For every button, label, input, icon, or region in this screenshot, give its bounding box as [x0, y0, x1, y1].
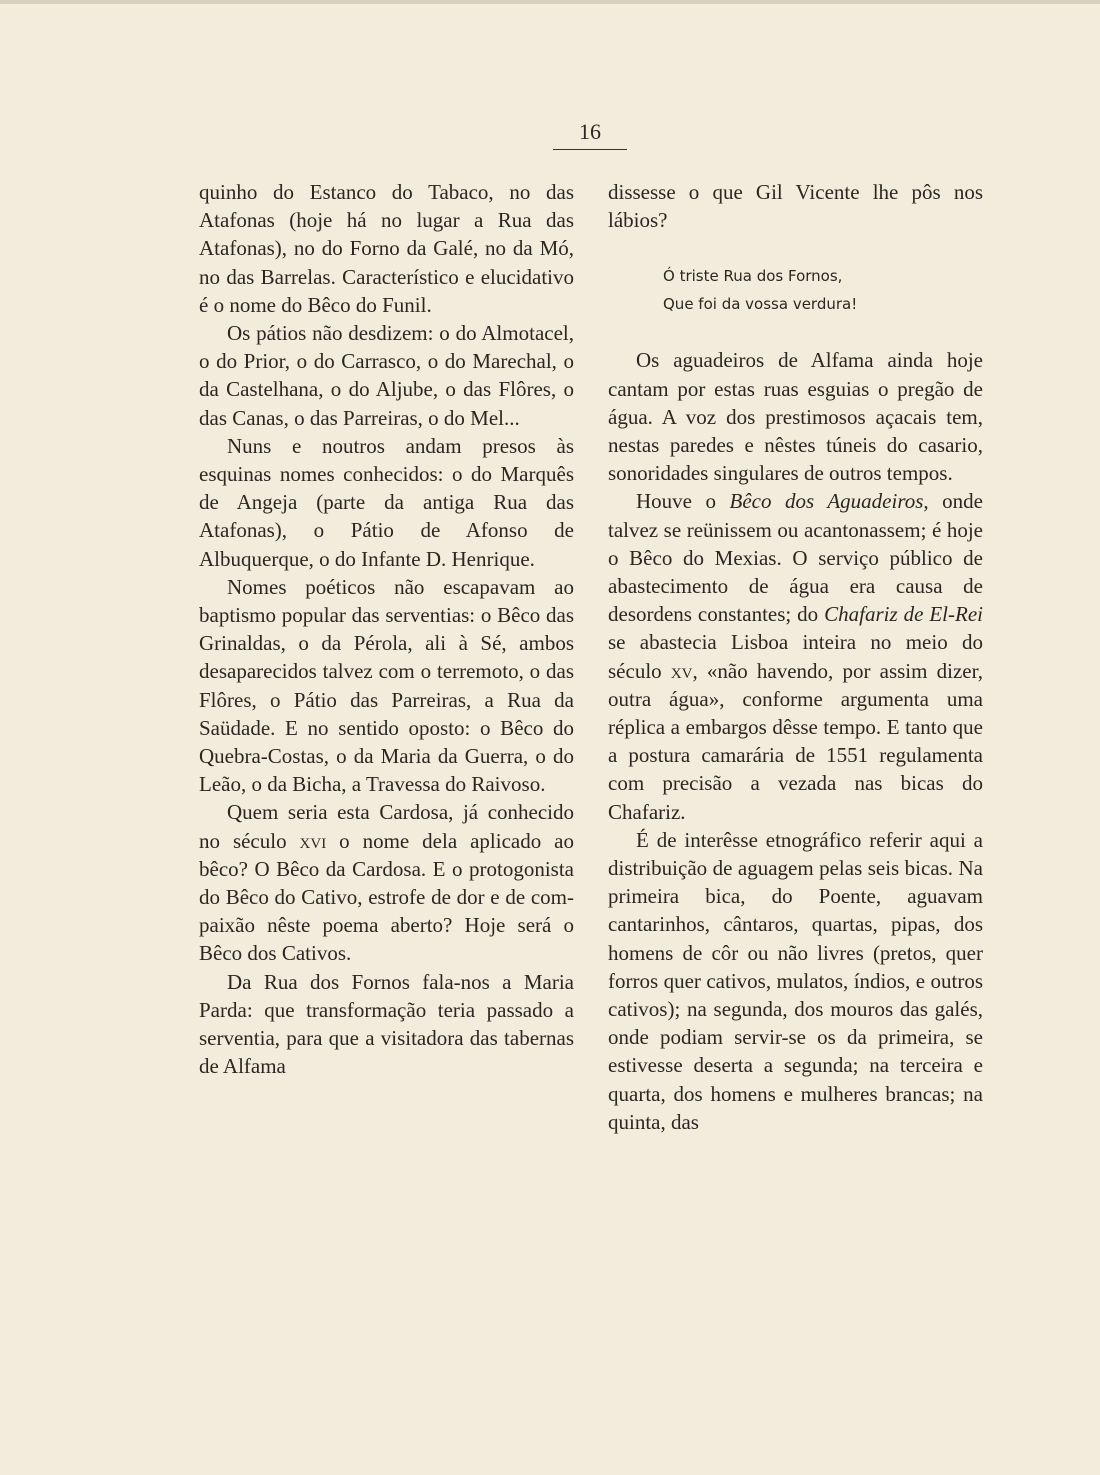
paragraph: Da Rua dos Fornos fala-nos a Maria Parda: que transformação teria passado a serventia, para que a visitadora das tabernas de Alfama	[199, 969, 574, 1079]
text-run: o nome dela aplicado ao bêco? O Bêco da Cardosa. E o protogonista do Bêco do Cativo, estrofe de dor e de compaixão nêste poema aberto? Hoje será o Bêco dos Cativos.	[199, 828, 574, 966]
verse-line: Que foi da vossa verdura!	[663, 295, 858, 314]
paragraph: Os aguadeiros de Alfama ainda hoje cantam por estas ruas esguias o pregão de água. A voz dos prestimosos açacais tem, nestas paredes e nêstes túneis do casario, sonoridades singulares de outros tempos.	[608, 348, 983, 486]
paragraph: quinho do Estanco do Tabaco, no das Atafonas (hoje há no lugar a Rua das Atafonas), no do Forno da Galé, no da Mó, no das Barrelas. Característico e elucidativo é o nome do Bêco do Funil.	[199, 180, 574, 317]
roman-numeral: xvi	[299, 828, 327, 853]
italic-place-name: Chafariz de El-Rei	[824, 602, 983, 627]
roman-numeral: xv	[670, 658, 693, 683]
text-run: se abastecia Lisboa inteira no meio do século	[608, 630, 983, 683]
paragraph: dissesse o que Gil Vicente lhe pôs nos lábios?	[608, 180, 983, 233]
text-run: , «não havendo, por assim dizer, outra água», conforme argumenta uma réplica a embargos dêsse tempo. E tanto que a postura camarária de 1551 regulamenta com precisão a vezada nas bicas do Chafariz.	[608, 658, 984, 824]
italic-place-name: Bêco dos Aguadeiros,	[729, 489, 929, 514]
paragraph	[199, 798, 574, 967]
paragraph: Os pátios não desdizem: o do Almotacel, o do Prior, o do Carrasco, o do Marechal, o da Castelhana, o do Aljube, o das Flôres, o das Canas, o das Parreiras, o do Mel...	[199, 321, 574, 430]
paragraph	[608, 487, 983, 825]
paragraph: Nomes poéticos não escapavam ao baptismo popular das serventias: o Bêco das Grinaldas, o da Pérola, ali à Sé, ambos desaparecidos talvez com o terremoto, o das Flôres, o Pátio das Parreiras, a Rua da Saüdade. E no sentido oposto: o Bêco do Quebra-Costas, o da Maria da Guerra, o do Leão, o da Bicha, a Travessa do Raivoso.	[199, 574, 574, 797]
verse-quote	[663, 262, 983, 318]
right-column	[608, 178, 983, 1136]
paragraph: É de interêsse etnográfico referir aqui a distribuição de aguagem pelas seis bicas. Na primeira bica, do Poente, aguavam cantarinhos, cântaros, quartas, pipas, dos homens de côr ou não livres (pretos, quer forros quer cativos, mulatos, índios, e outros cativos); na segunda, dos mouros das galés, onde podiam servir-se os da primeira, se estivesse deserta a segunda; na terceira e quarta, dos homens e mulheres brancas; na quinta, das	[608, 827, 983, 1134]
text-run: Quem seria esta Cardosa, já conhecido no século	[199, 800, 574, 853]
paper-edge	[0, 0, 1100, 4]
paragraph: Nuns e noutros andam presos às esquinas nomes conhecidos: o do Marquês de Angeja (parte da antiga Rua das Atafonas), o Pátio de Afonso de Albuquerque, o do Infante D. Henrique.	[199, 433, 574, 571]
page-number: 16	[579, 119, 601, 144]
text-run: Houve o	[636, 489, 730, 514]
page-number-rule	[553, 149, 627, 150]
left-column	[199, 178, 574, 1081]
text-run: onde talvez se reünissem ou acantonassem; é hoje o Bêco do Mexias. O serviço público de abastecimento de água era causa de desordens constantes; do	[608, 489, 983, 627]
verse-line: Ó triste Rua dos Fornos,	[663, 267, 843, 286]
